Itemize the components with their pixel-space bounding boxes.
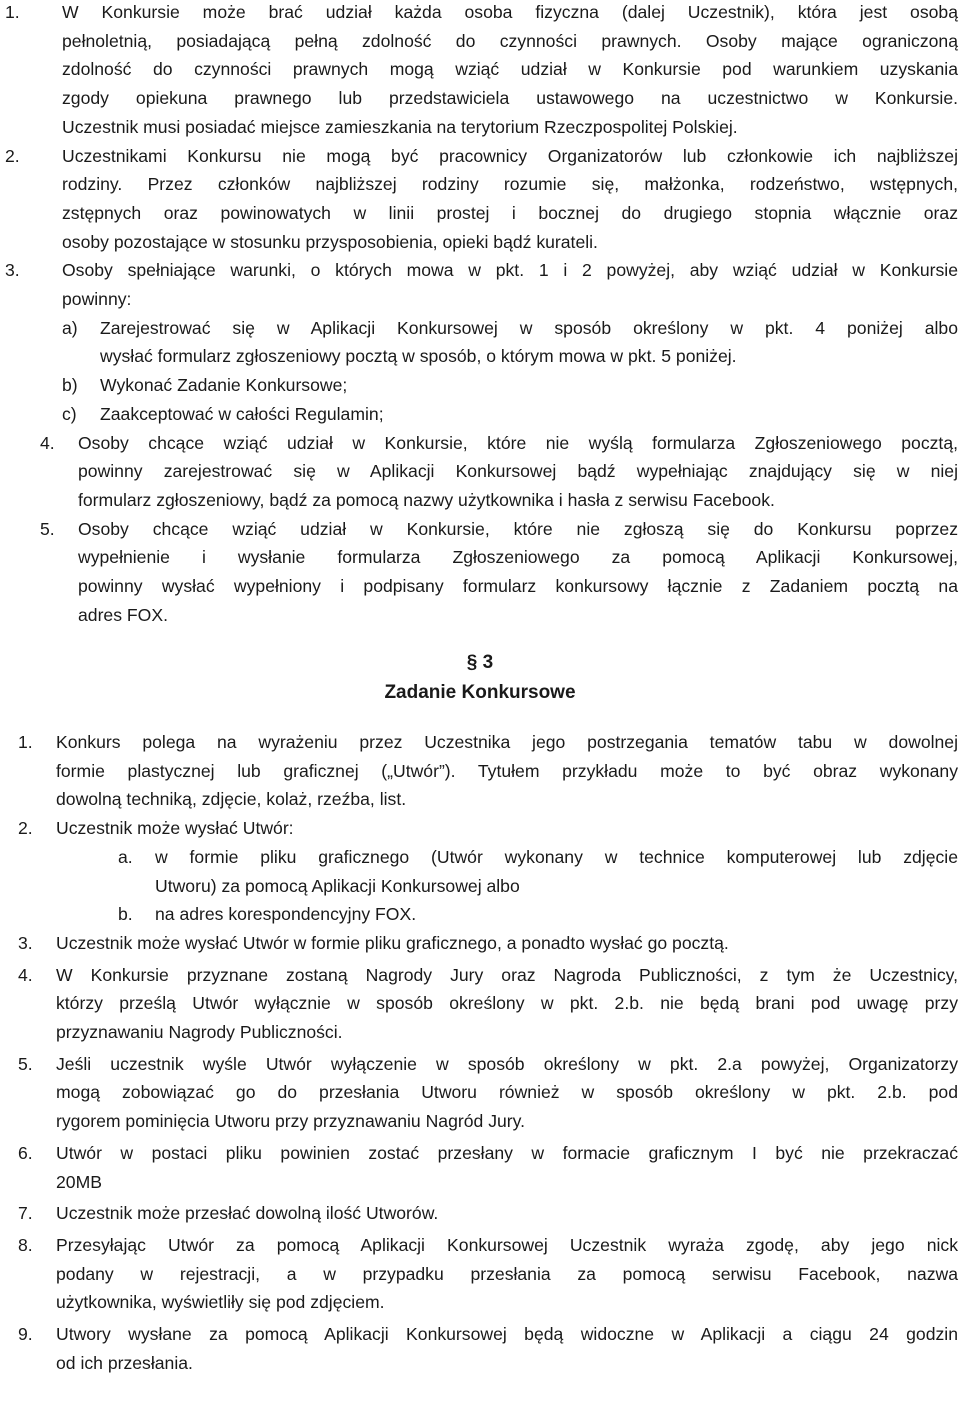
sec2-item-2-line: Uczestnikami Konkursu nie mogą być pracownicy Organizatorów lub członkowie ich najbliższej [62,145,958,166]
sec3-item-8-line: użytkownika, wyświetliły się pod zdjęciem. [56,1292,385,1313]
section-number: § 3 [466,652,494,673]
sec2-item-3-line: powinny: [62,289,132,309]
sec3-item-2-line: Uczestnik może wysłać Utwór: [56,818,294,839]
sec3-item-5-number: 5. [18,1053,33,1074]
sec2-item-1-line: Uczestnik musi posiadać miejsce zamieszkania na terytorium Rzeczpospolitej Polskiej. [62,116,738,137]
sec2-sub-2-number: b) [62,375,78,396]
sec3-item-7-number: 7. [18,1203,33,1224]
sec2-item-1-line: zgody opiekuna prawnego lub przedstawiciela ustawowego na uczestnictwo w Konkursie. [62,88,958,109]
sec2-item-4-line: Osoby chcące wziąć udział w Konkursie, które nie wyślą formularza Zgłoszeniowego pocztą, [78,432,958,453]
sec2-item-2-line: osoby pozostające w stosunku przysposobienia, opieki bądź kurateli. [62,231,598,252]
sec3-item-8-line: podany w rejestracji, a w przypadku przesłania za pomocą serwisu Facebook, nazwa [56,1263,958,1284]
sec3-item-1-line: Konkurs polega na wyrażeniu przez Uczestnika jego postrzegania tematów tabu w dowolnej [56,732,958,752]
sec2-sub-2-line: Wykonać Zadanie Konkursowe; [100,375,348,396]
sec2-item-2-line: zstępnych oraz powinowatych w linii prostej i bocznej do drugiego stopnia włącznie oraz [62,202,958,223]
sec3-item-7-line: Uczestnik może przesłać dowolną ilość Utworów. [56,1203,439,1224]
sec2-sub-3-number: c) [62,403,77,424]
sec3-sub-2-line: na adres korespondencyjny FOX. [155,904,417,925]
section-heading: Zadanie Konkursowe [384,682,576,703]
sec3-item-9-line: Utwory wysłane za pomocą Aplikacji Konkursowej będą widoczne w Aplikacji a ciągu 24 godzin [56,1324,958,1344]
sec2-sub-3-line: Zaakceptować w całości Regulamin; [100,403,384,424]
sec2-item-5-line: wypełnienie i wysłanie formularza Zgłoszeniowego za pomocą Aplikacji Konkursowej, [78,547,958,568]
sec3-item-3-line: Uczestnik może wysłać Utwór w formie pliku graficznego, a ponadto wysłać go pocztą. [56,932,729,953]
sec3-item-4-line: W Konkursie przyznane zostaną Nagrody Jury oraz Nagroda Publiczności, z tym że Uczestnicy, [56,964,958,985]
sec2-item-3-line: Osoby spełniające warunki, o których mowa w pkt. 1 i 2 powyżej, aby wziąć udział w Konkursie [62,260,958,281]
sec2-item-1-line: pełnoletnią, posiadającą pełną zdolność do czynności prawnych. Osoby mające ograniczoną [62,30,958,51]
sec3-item-5-line: Jeśli uczestnik wyśle Utwór wyłączenie w sposób określony w pkt. 2.a powyżej, Organizatorzy [56,1053,958,1074]
sec2-sub-1-line: wysłać formularz zgłoszeniowy pocztą w sposób, o którym mowa w pkt. 5 poniżej. [100,346,737,367]
sec2-item-4-number: 4. [40,432,55,453]
sec3-item-4-number: 4. [18,964,33,985]
sec3-item-8-number: 8. [18,1234,33,1255]
sec2-item-1-line: W Konkursie może brać udział każda osoba fizyczna (dalej Uczestnik), która jest osobą [62,2,958,22]
sec3-item-3-number: 3. [18,932,33,953]
sec3-item-4-line: którzy prześlą Utwór wyłącznie w sposób określony w pkt. 2.b. nie będą brani pod uwagę przy [56,993,958,1014]
sec3-item-9-number: 9. [18,1324,33,1344]
sec3-item-1-number: 1. [18,732,33,752]
sec2-item-4-line: powinny zarejestrować się w Aplikacji Konkursowej bądź wypełniając znajdujący się w niej [78,461,958,482]
sec2-item-3-number: 3. [5,260,20,281]
sec3-item-1-line: dowolną techniką, zdjęcie, kolaż, rzeźba, list. [56,789,407,810]
sec3-item-5-line: mogą zobowiązać go do przesłania Utworu również w sposób określony w pkt. 2.b. pod [56,1082,958,1103]
sec3-item-6-line: Utwór w postaci pliku powinien zostać przesłany w formacie graficznym I być nie przekraczać [56,1142,958,1163]
sec2-item-1-line: zdolność do czynności prawnych mogą wziąć udział w Konkursie pod warunkiem uzyskania [62,59,958,80]
sec2-item-5-line: adres FOX. [78,604,168,625]
sec3-sub-1-line: w formie pliku graficznego (Utwór wykonany w technice komputerowej lub zdjęcie [155,846,958,867]
sec2-item-5-number: 5. [40,518,55,539]
sec2-item-5-line: powinny wysłać wypełniony i podpisany formularz konkursowy łącznie z Zadaniem pocztą na [78,576,958,596]
sec3-item-6-number: 6. [18,1142,33,1163]
sec3-item-4-line: przyznawaniu Nagrody Publiczności. [56,1022,343,1042]
sec3-item-1-line: formie plastycznej lub graficznej („Utwór”). Tytułem przykładu może to być obraz wykonany [56,760,958,781]
sec2-item-2-line: rodziny. Przez członków najbliższej rodziny rozumie się, małżonka, rodzeństwo, wstępnych, [62,174,958,195]
sec2-sub-1-line: Zarejestrować się w Aplikacji Konkursowej w sposób określony w pkt. 4 poniżej albo [100,317,958,338]
sec2-item-2-number: 2. [5,145,20,166]
sec2-item-1-number: 1. [5,2,20,22]
sec2-item-4-line: formularz zgłoszeniowy, bądź za pomocą nazwy użytkownika i hasła z serwisu Facebook. [78,489,775,510]
sec3-item-8-line: Przesyłając Utwór za pomocą Aplikacji Konkursowej Uczestnik wyraża zgodę, aby jego nick [56,1234,958,1255]
sec3-sub-1-line: Utworu) za pomocą Aplikacji Konkursowej albo [155,875,520,896]
sec3-item-6-line: 20MB [56,1171,102,1192]
sec3-item-9-line: od ich przesłania. [56,1352,193,1373]
sec3-item-5-line: rygorem pominięcia Utworu przy przyznawaniu Nagród Jury. [56,1111,526,1132]
sec3-sub-2-number: b. [118,904,133,925]
sec3-item-2-number: 2. [18,818,33,839]
sec3-sub-1-number: a. [118,846,133,867]
sec2-item-5-line: Osoby chcące wziąć udział w Konkursie, które nie zgłoszą się do Konkursu poprzez [78,518,958,539]
sec2-sub-1-number: a) [62,317,78,338]
